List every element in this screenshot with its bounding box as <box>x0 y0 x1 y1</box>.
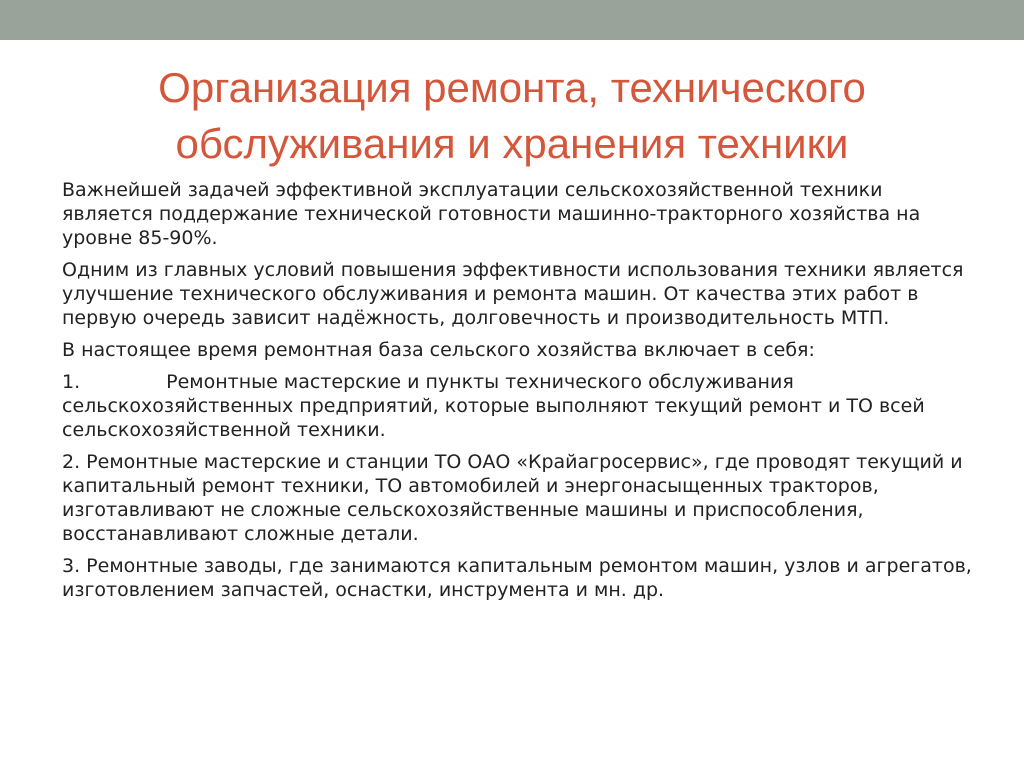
slide-title: Организация ремонта, технического обслуживания и хранения техники <box>158 64 866 167</box>
list-item: 2. Ремонтные мастерские и станции ТО ОАО «Крайагросервис», где проводят текущий и капитальный ремонт техники, ТО автомобилей и энергонасыщенных тракторов, изготавливают не сложные сельскохозяйственные машины и приспособления, восстанавливают сложные детали. <box>62 451 963 545</box>
list-item-number: 1. <box>62 371 81 393</box>
paragraph: В настоящее время ремонтная база сельского хозяйства включает в себя: <box>62 339 815 361</box>
list-item: 3. Ремонтные заводы, где занимаются капитальным ремонтом машин, узлов и агрегатов, изготовлением запчастей, оснастки, инструмента и мн. др. <box>62 555 972 601</box>
slide-body <box>62 178 972 610</box>
paragraph: Одним из главных условий повышения эффективности использования техники является улучшение технического обслуживания и ремонта машин. От качества этих работ в первую очередь зависит надёжность, долговечность и производительность МТП. <box>62 259 964 329</box>
paragraph: Важнейшей задачей эффективной эксплуатации сельскохозяйственной техники является поддержание технической готовности машинно-тракторного хозяйства на уровне 85-90%. <box>62 179 921 249</box>
top-bar <box>0 0 1024 40</box>
list-item-text: Ремонтные мастерские и пункты технического обслуживания сельскохозяйственных предприятий, которые выполняют текущий ремонт и ТО всей сельскохозяйственной техники. <box>62 371 925 441</box>
list-item <box>62 370 972 442</box>
